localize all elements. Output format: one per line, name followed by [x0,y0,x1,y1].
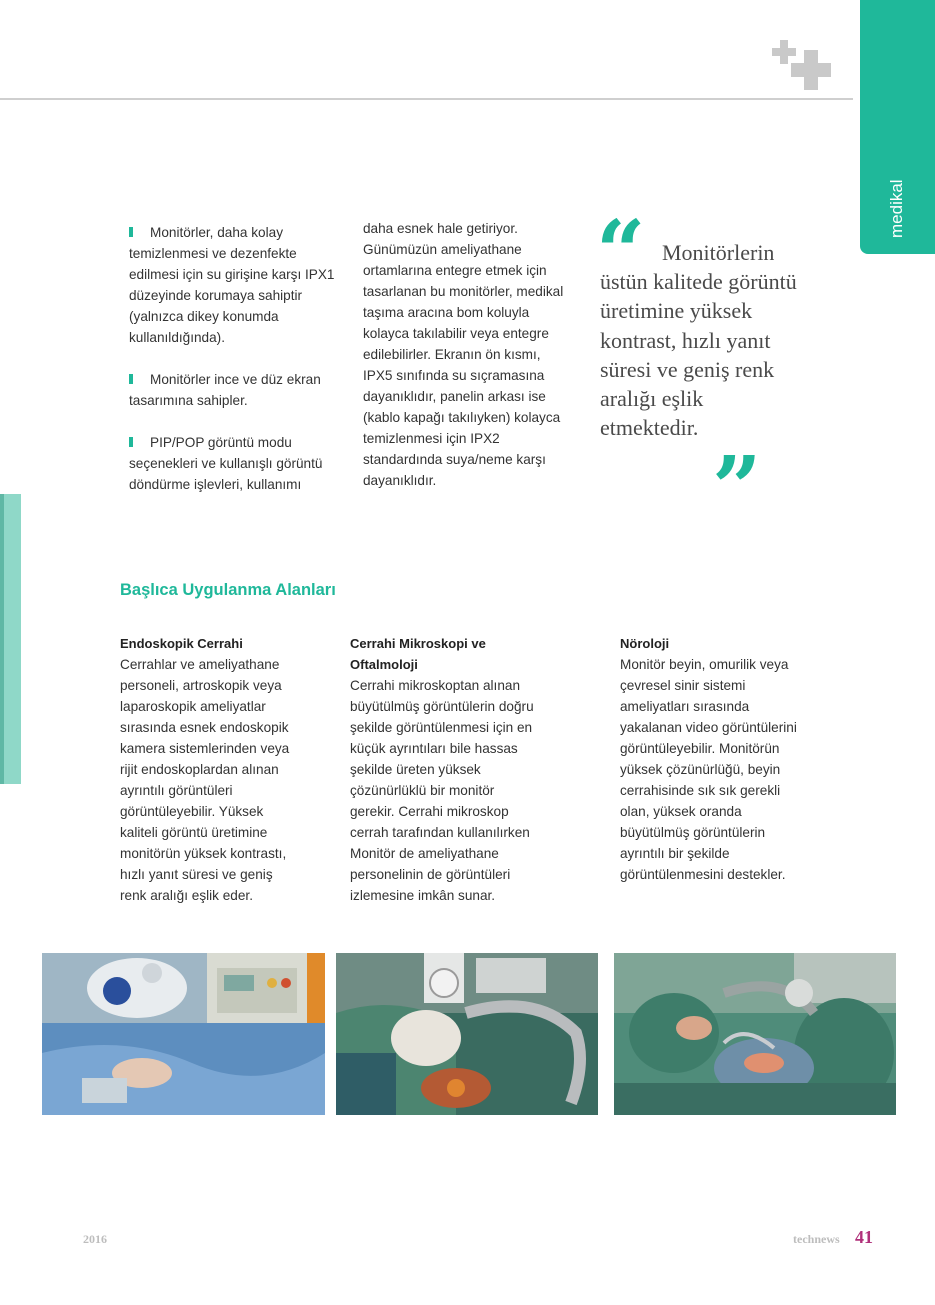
open-quote-mark: “ [596,202,646,303]
pull-quote [600,238,800,442]
photo-surgical-microscopy [336,953,598,1115]
application-block [620,633,798,885]
footer-year: 2016 [83,1232,107,1246]
bullet-item [129,369,344,411]
bullet-text: Monitörler, daha kolay temizlenmesi ve dezenfekte edilmesi için su girişine karşı IPX1 düzeyinde korumaya sahiptir (yalnızca dikey konumda kullanıldığında). [129,225,335,345]
bullet-item [129,432,339,495]
page-number: 41 [855,1227,873,1247]
section-tab [860,0,935,254]
bullet-item [129,222,339,348]
bullet-marker [129,374,133,384]
application-title: Endoskopik Cerrahi [120,636,243,651]
application-title: Cerrahi Mikroskopi ve Oftalmoloji [350,636,486,672]
application-body: Cerrahi mikroskoptan alınan büyütülmüş görüntülerin doğru şekilde görüntülenmesi için en küçük ayrıntıları bile hassas şekilde üreten yüksek çözünürlüklü bir monitör gerekir. Cerrahi mikroskop cerrah tarafından kullanılırken Monitör de ameliyathane personelinin de görüntüleri izlemesine imkân sunar. [350,678,534,903]
application-block [350,633,535,906]
photo-neurosurgery [614,953,896,1115]
body-column-2: daha esnek hale getiriyor. Günümüzün ameliyathane ortamlarına entegre etmek için tasarlanan bu monitörler, medikal taşıma aracına bom koluyla kolayca takılabilir veya entegre edilebilirler. Ekranın ön kısmı, IPX5 sınıfında su sıçramasına dayanıklıdır, panelin arkası ise (kablo kapağı takılıyken) kolayca temizlenmesi için IPX2 standardında suya/neme karşı dayanıklıdır. [363,221,564,488]
photo-endoscopic-surgery [42,953,325,1115]
bullet-marker [129,227,133,237]
header-rule [0,98,853,100]
close-quote-mark: ” [712,438,762,539]
left-edge-bar [0,494,21,784]
footer-brand: technews [793,1232,840,1246]
application-block [120,633,300,906]
pull-quote-text: Monitörlerin üstün kalitede görüntü üretimine yüksek kontrast, hızlı yanıt süresi ve geniş renk aralığı eşlik etmektedir. [600,240,797,441]
application-body: Monitör beyin, omurilik veya çevresel sinir sistemi ameliyatları sırasında yakalanan video görüntülerini görüntüleyebilir. Monitörün yüksek çözünürlüğü, beyin cerrahisinde sık sık gerekli olan, yüksek oranda büyütülmüş görüntülerin ayrıntılı bir şekilde görüntülenmesini destekler. [620,657,797,882]
section-tab-label: medikal [887,179,906,238]
bullet-text: Monitörler ince ve düz ekran tasarımına sahipler. [129,372,321,408]
bullet-marker [129,437,133,447]
application-body: Cerrahlar ve ameliyathane personeli, artroskopik veya laparoskopik ameliyatlar sırasında esnek endoskopik kamera sistemlerinden veya rijit endoskoplardan alınan ayrıntılı görüntüleri görüntüleyebilir. Yüksek kaliteli görüntü üretimine monitörün yüksek kontrastı, hızlı yanıt süresi ve geniş renk aralığı eşlik eder. [120,657,290,903]
application-title: Nöroloji [620,636,670,651]
double-plus-icon [772,40,834,92]
section-title: Başlıca Uygulanma Alanları [120,581,336,599]
bullet-text: PIP/POP görüntü modu seçenekleri ve kullanışlı görüntü döndürme işlevleri, kullanımı [129,435,323,492]
